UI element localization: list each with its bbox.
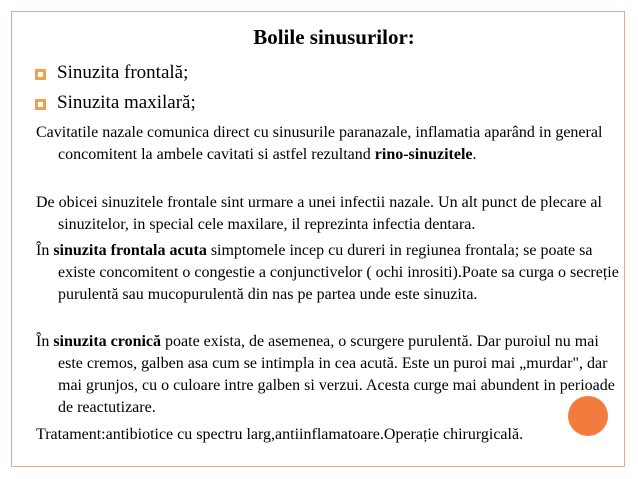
square-bullet-icon bbox=[35, 99, 46, 110]
paragraph-acuta bbox=[36, 240, 620, 306]
square-bullet-icon bbox=[35, 69, 46, 80]
slide-title: Bolile sinusurilor: bbox=[253, 25, 415, 49]
paragraph-text: Cavitatile nazale comunica direct cu sinusurile paranazale, inflamatia aparând in general concomitent la ambele cavitati si astfel rezultand bbox=[36, 124, 603, 163]
paragraph-text: poate exista, de asemenea, o scurgere purulentă. Dar puroiul nu mai este cremos, galben asa cum se intimpla in cea acută. Este un puroi mai „murdar", dar mai grunjos, cu o culoare intre galben si verzui. Acesta curge mai abundent in perioade de reactutizare. bbox=[58, 333, 615, 416]
paragraph-prefix: În bbox=[36, 242, 54, 259]
paragraph-cavitati bbox=[36, 122, 620, 166]
bold-term: rino-sinuzitele bbox=[374, 146, 473, 163]
paragraph-cronica bbox=[36, 331, 620, 419]
bold-term: sinuzita frontala acuta bbox=[53, 242, 207, 259]
paragraph-text: De obicei sinuzitele frontale sint urmare a unei infectii nazale. Un alt punct de plecare al sinuzitelor, in special cele maxilare, il reprezinta infectia dentara. bbox=[36, 194, 602, 233]
bullet-text: Sinuzita frontală; bbox=[57, 62, 189, 83]
paragraph-text: simptomele incep cu dureri in regiunea frontala; se poate sa existe concomitent o congestie a conjunctivelor ( ochi inrositi).Poate sa curga o secreție purulentă sau mucopurulentă din nas pe partea unde este sinuzita. bbox=[58, 242, 619, 303]
paragraph-frontale bbox=[36, 192, 620, 236]
decorative-circle bbox=[568, 396, 608, 436]
bold-term: sinuzita cronică bbox=[53, 333, 162, 350]
paragraph-tratament bbox=[36, 424, 620, 446]
bullet-text: Sinuzita maxilară; bbox=[57, 92, 196, 113]
paragraph-text: Tratament:antibiotice cu spectru larg,antiinflamatoare.Operație chirurgicală. bbox=[36, 426, 524, 443]
paragraph-end: . bbox=[472, 146, 477, 163]
paragraph-prefix: În bbox=[36, 333, 54, 350]
